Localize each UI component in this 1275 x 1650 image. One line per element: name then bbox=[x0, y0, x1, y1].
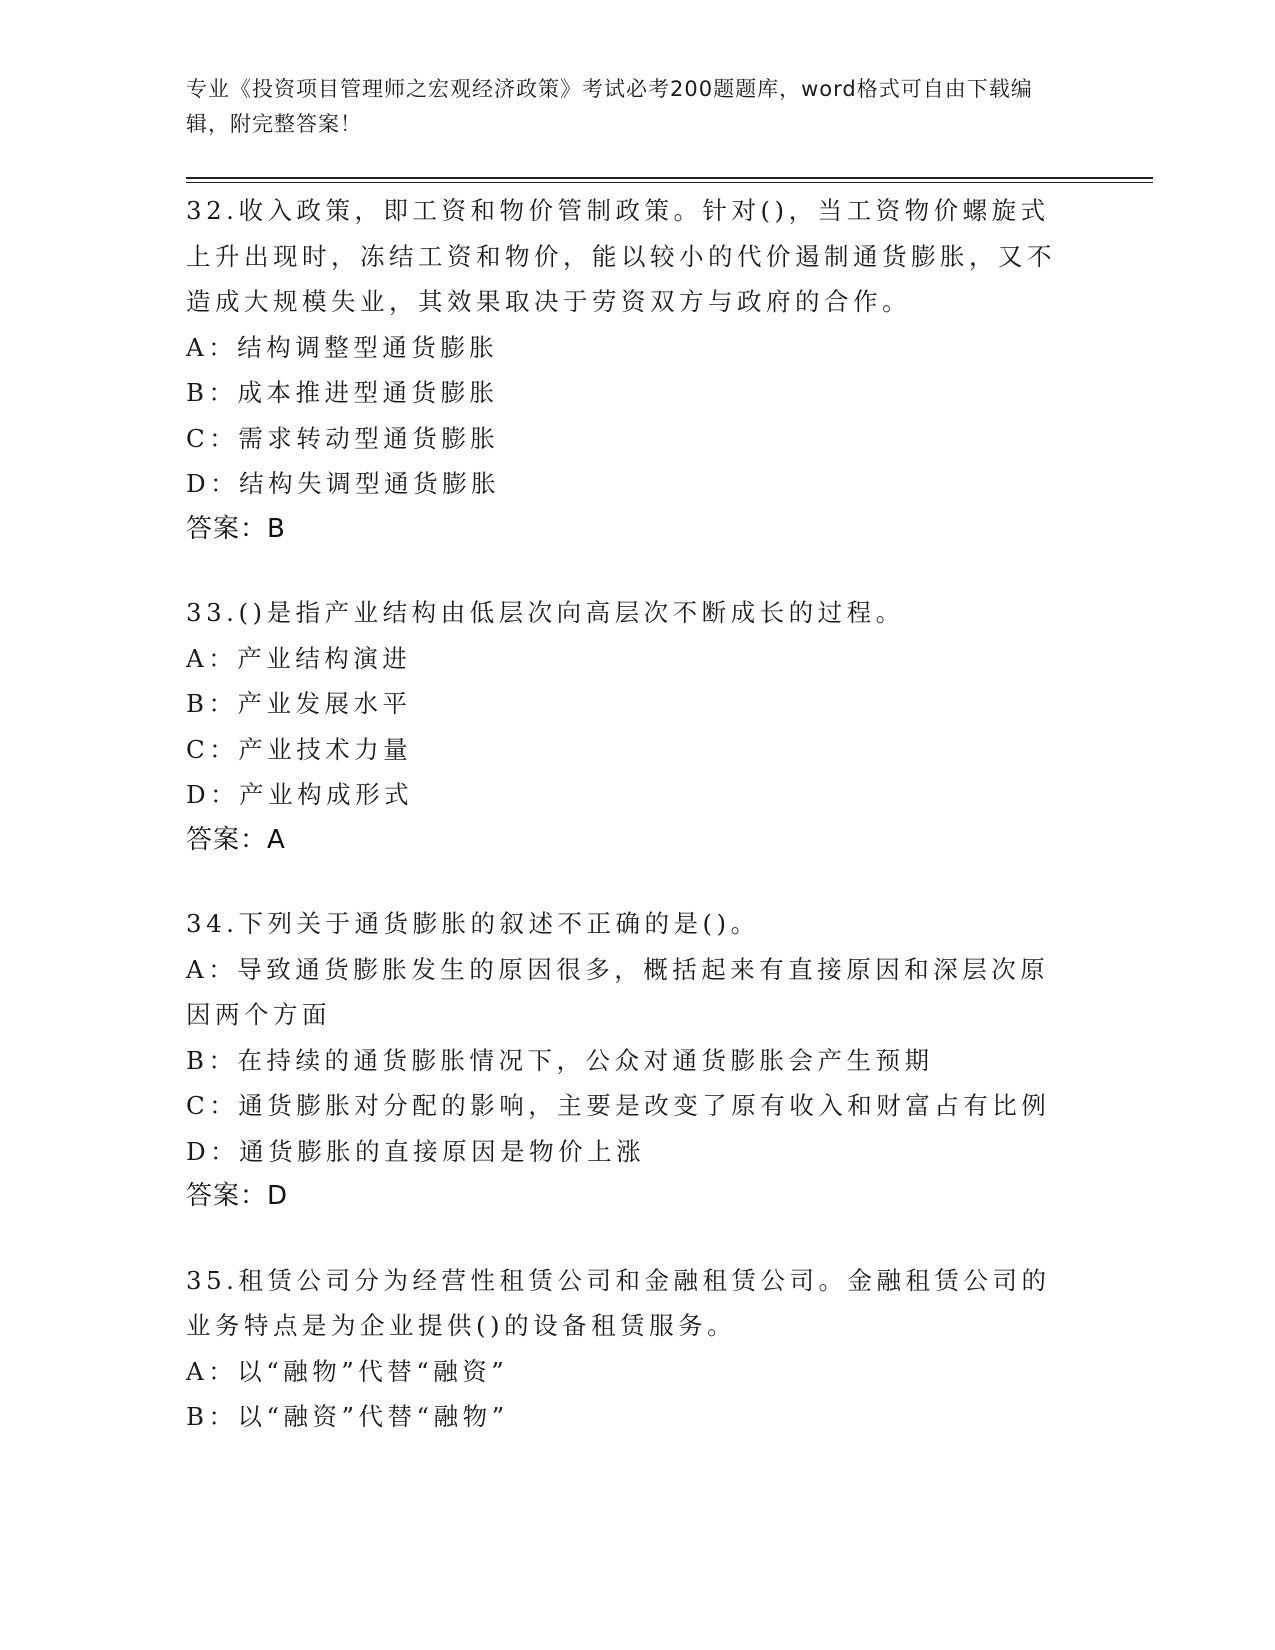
question-34 bbox=[186, 901, 1076, 1220]
question-stem: 34.下列关于通货膨胀的叙述不正确的是()。 bbox=[186, 909, 760, 938]
question-33 bbox=[186, 590, 1076, 863]
answer-line: 答案：A bbox=[186, 824, 286, 855]
question-32 bbox=[186, 188, 1076, 552]
option-d: D：产业构成形式 bbox=[186, 780, 414, 809]
option-a: A：以“融物”代替“融资” bbox=[186, 1356, 509, 1386]
answer-line: 答案：D bbox=[186, 1181, 289, 1211]
header-divider-thick bbox=[186, 177, 1153, 179]
question-stem: 32.收入政策，即工资和物价管制政策。针对()，当工资物价螺旋式上升出现时，冻结工资和物价，能以较小的代价遏制通货膨胀，又不造成大规模失业，其效果取决于劳资双方与政府的合作。 bbox=[186, 196, 1056, 316]
option-c: C：通货膨胀对分配的影响，主要是改变了原有收入和财富占有比例 bbox=[186, 1091, 1051, 1120]
question-list bbox=[186, 188, 1076, 1440]
question-stem: 35.租赁公司分为经营性租赁公司和金融租赁公司。金融租赁公司的业务特点是为企业提供()的设备租赁服务。 bbox=[186, 1265, 1051, 1340]
option-b: B：成本推进型通货膨胀 bbox=[186, 378, 499, 407]
option-a: A：导致通货膨胀发生的原因很多，概括起来有直接原因和深层次原因两个方面 bbox=[186, 954, 1050, 1029]
question-stem: 33.()是指产业结构由低层次向高层次不断成长的过程。 bbox=[186, 598, 905, 627]
option-d: D：结构失调型通货膨胀 bbox=[186, 469, 501, 498]
option-d: D：通货膨胀的直接原因是物价上涨 bbox=[186, 1136, 646, 1166]
question-35 bbox=[186, 1258, 1076, 1440]
document-intro: 专业《投资项目管理师之宏观经济政策》考试必考200题题库，word格式可自由下载编辑，附完整答案！ bbox=[186, 77, 1033, 136]
option-c: C：需求转动型通货膨胀 bbox=[186, 423, 500, 453]
answer-line: 答案：B bbox=[186, 513, 286, 544]
option-c: C：产业技术力量 bbox=[186, 734, 413, 764]
option-a: A：结构调整型通货膨胀 bbox=[186, 332, 499, 362]
option-b: B：在持续的通货膨胀情况下，公众对通货膨胀会产生预期 bbox=[186, 1045, 934, 1075]
option-a: A：产业结构演进 bbox=[186, 643, 412, 673]
option-b: B：以“融资”代替“融物” bbox=[186, 1402, 509, 1431]
header-divider-thin bbox=[186, 182, 1153, 183]
option-b: B：产业发展水平 bbox=[186, 689, 412, 718]
